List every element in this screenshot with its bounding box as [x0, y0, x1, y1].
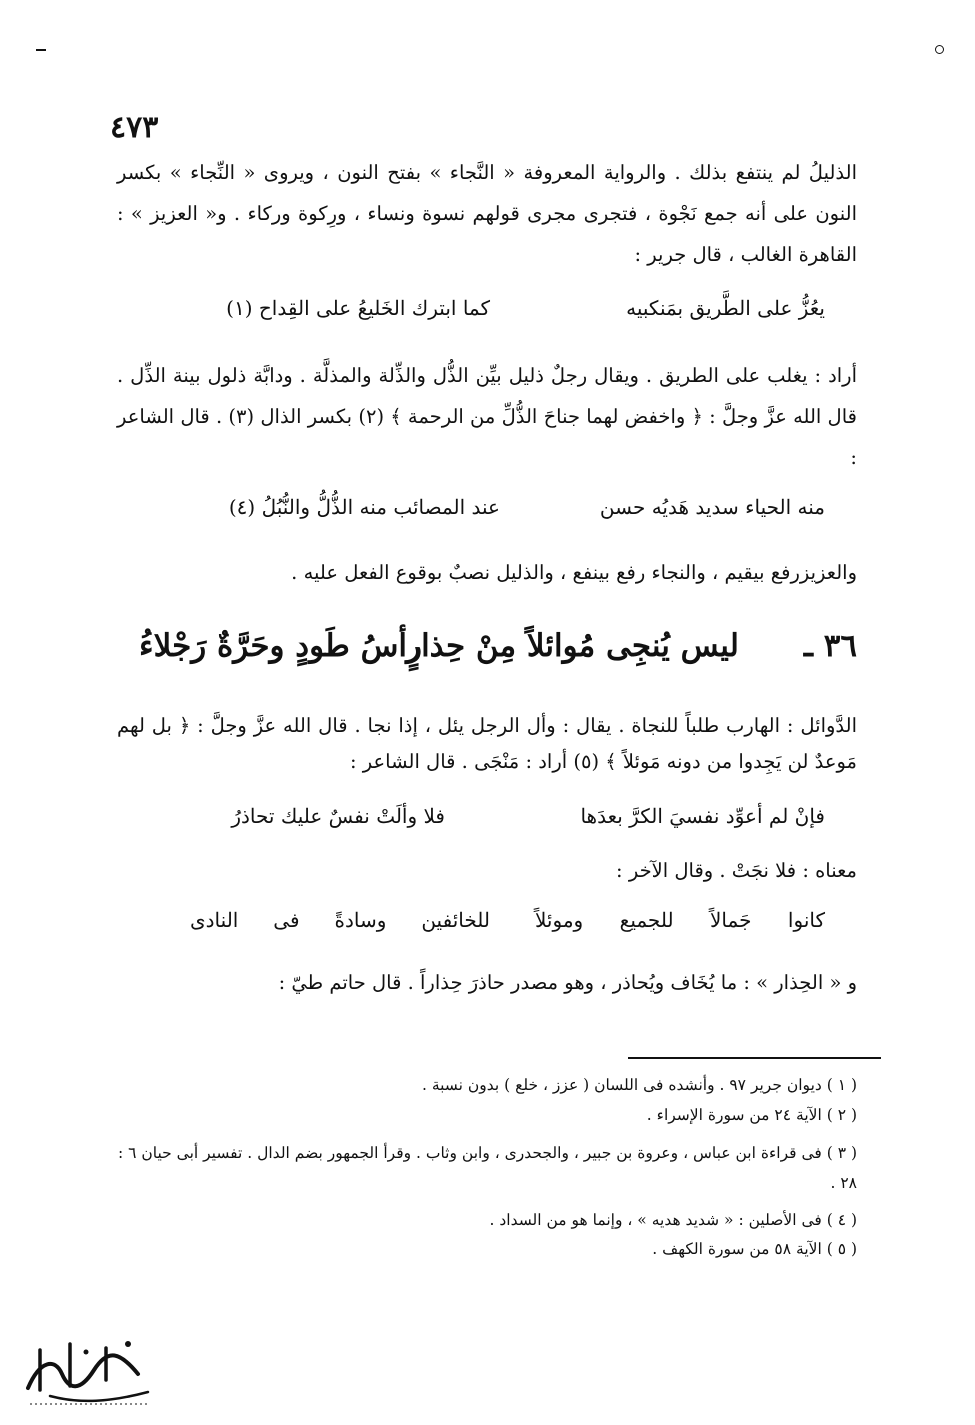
- paragraph: الذليلُ لم ينتفع بذلك . والرواية المعروفة « النَّجاء » بفتح النون ، ويروى « النِّجاء » بكسر النون على أنه جمع نَجْوة ، فتجرى مجرى قولهم نسوة ونساء ، ورِكوة وركاء . و« العزيز » : القاهرة الغالب ، قال جرير :: [117, 161, 857, 266]
- paragraph: والعزيزرفع بيقيم ، والنجاء رفع بينفع ، والذليل نصبٌ بوقوع الفعل عليه .: [291, 561, 857, 584]
- verse-line: [125, 804, 825, 844]
- verse-hemistich-second: للخائفين وسادةً فى النادى: [190, 908, 490, 932]
- footnote: ( ٣ ) فى قراءة ابن عباس ، وعروة بن جبير ، والجحدرى ، وابن وثاب . وقرأ الجمهور بضم الدال . تفسير أبى حيان ٦ : ٢٨ .: [117, 1144, 857, 1192]
- section-heading-verse: [107, 628, 857, 678]
- page-number: ٤٧٣: [110, 110, 159, 145]
- verse-number: ٣٦ ـ: [803, 628, 857, 664]
- verse-hemistich-first: فإنْ لم أعوِّد نفسيَ الكرَّ بعدَها: [580, 804, 825, 828]
- paragraph: الدَّوائل : الهارب طلباً للنجاة . يقال : وأل الرجل يئل ، إذا نجا . قال الله عزَّ وجلَّ : ﴿ بل لهم مَوعدٌ لن يَجِدوا من دونه مَوئلاً ﴾ (٥) أراد : مَنْجَى . قال الشاعر :: [117, 714, 857, 773]
- paragraph: أراد : يغلب على الطريق . ويقال رجلٌ ذليل بيِّن الذُّل والذِّلة والمذلَّة . ودابَّة ذلول بينة الذِّل . قال الله عزَّ وجلَّ : ﴿ واخفض لهما جناحَ الذُّلِّ من الرحمة ﴾ (٢) بكسر الذال (٣) . قال الشاعر :: [117, 364, 857, 469]
- verse-line: [125, 296, 825, 336]
- publisher-logo: [10, 1330, 160, 1410]
- footnote: ( ١ ) ديوان جرير ٩٧ . وأنشده فى اللسان ( عزز ، خلع ) بدون نسبة .: [421, 1076, 857, 1094]
- verse-line: [125, 908, 825, 948]
- paragraph: و « الحِذار » : ما يُخَاف ويُحاذر ، وهو مصدر حاذرَ حِذاراً . قال حاتم طيّ :: [278, 971, 857, 994]
- scan-mark: [935, 45, 944, 54]
- footnote-divider: [628, 1057, 881, 1059]
- footnote: ( ٥ ) الآية ٥٨ من سورة الكهف .: [652, 1240, 857, 1258]
- verse-hemistich-first: منه الحياء سديد هَديُه حسن: [599, 495, 825, 519]
- verse-hemistich-first: ليس يُنجِى مُوائلاً مِنْ حِذارٍ: [406, 628, 739, 664]
- verse-hemistich-second: عند المصائب منه الذُّلُّ والنُّبُلُ (٤): [228, 495, 500, 519]
- verse-line: [105, 495, 825, 535]
- footnote: ( ٢ ) الآية ٢٤ من سورة الإسراء .: [646, 1106, 857, 1124]
- verse-hemistich-second: كما ابترك الخَليعُ على القِداح (١): [226, 296, 490, 320]
- scan-mark: [36, 49, 46, 51]
- verse-hemistich-first: كانوا جَمالاً للجميع وموئلاً: [535, 908, 825, 932]
- verse-hemistich-first: يعُزُّ على الطَّريق بمَنكبيه: [626, 296, 825, 320]
- verse-hemistich-second: رأسُ طَودٍ وحَرَّةٌ رَجْلاءُ: [139, 628, 422, 664]
- paragraph: معناه : فلا نجَتْ . وقال الآخر :: [616, 859, 857, 882]
- footnote: ( ٤ ) فى الأصلين : « شديد هديه » ، وإنما هو من السداد .: [489, 1211, 857, 1229]
- verse-hemistich-second: فلا وألَتْ نفسٌ عليك تحاذرُ: [231, 804, 445, 828]
